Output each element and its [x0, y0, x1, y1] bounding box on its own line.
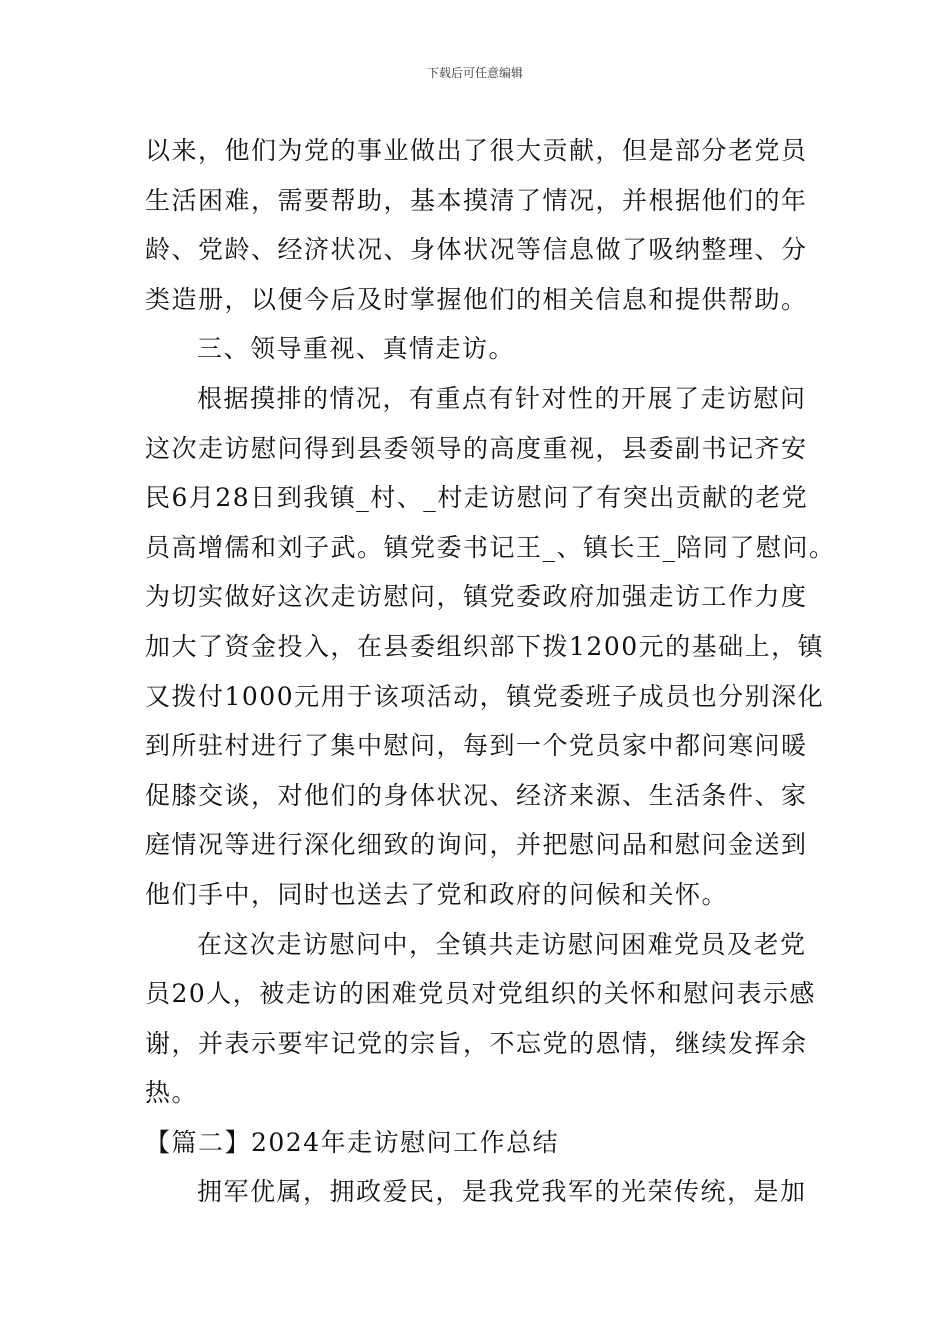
text-line: 员20人，被走访的困难党员对党组织的关怀和慰问表示感 — [145, 979, 816, 1009]
page-header: 下载后可任意编辑 — [426, 66, 523, 80]
text-line: 又拨付1000元用于该项活动，镇党委班子成员也分别深化 — [145, 681, 825, 711]
section-heading: 三、领导重视、真情走访。 — [197, 334, 516, 364]
text-line: 他们手中，同时也送去了党和政府的问候和关怀。 — [145, 879, 729, 909]
text-line: 促膝交谈，对他们的身体状况、经济来源、生活条件、家 — [145, 780, 808, 810]
text-line: 根据摸排的情况，有重点有针对性的开展了走访慰问 — [197, 383, 807, 413]
text-line: 拥军优属，拥政爱民，是我党我军的光荣传统，是加 — [197, 1177, 807, 1207]
text-line: 在这次走访慰问中，全镇共走访慰问困难党员及老党 — [197, 929, 807, 959]
text-line: 庭情况等进行深化细致的询问，并把慰问品和慰问金送到 — [145, 830, 808, 860]
document-body — [145, 126, 835, 1217]
text-line: 热。 — [145, 1078, 199, 1108]
text-line: 民6月28日到我镇_村、_村走访慰问了有突出贡献的老党 — [145, 483, 809, 513]
text-line: 员高增儒和刘子武。镇党委书记王_、镇长王_陪同了慰问。 — [145, 532, 836, 562]
text-line: 这次走访慰问得到县委领导的高度重视，县委副书记齐安 — [145, 433, 808, 463]
text-line: 为切实做好这次走访慰问，镇党委政府加强走访工作力度 — [145, 582, 808, 612]
text-line: 类造册，以便今后及时掌握他们的相关信息和提供帮助。 — [145, 284, 808, 314]
text-line: 龄、党龄、经济状况、身体状况等信息做了吸纳整理、分 — [145, 235, 808, 265]
text-line: 谢，并表示要牢记党的宗旨，不忘党的恩情，继续发挥余 — [145, 1028, 808, 1058]
text-line: 到所驻村进行了集中慰问，每到一个党员家中都问寒问暖 — [145, 731, 808, 761]
text-line: 加大了资金投入，在县委组织部下拨1200元的基础上，镇 — [145, 631, 825, 661]
text-line: 以来，他们为党的事业做出了很大贡献，但是部分老党员 — [145, 136, 808, 165]
article-heading: 【篇二】2024年走访慰问工作总结 — [145, 1127, 560, 1157]
text-line: 生活困难，需要帮助，基本摸清了情况，并根据他们的年 — [145, 185, 808, 215]
